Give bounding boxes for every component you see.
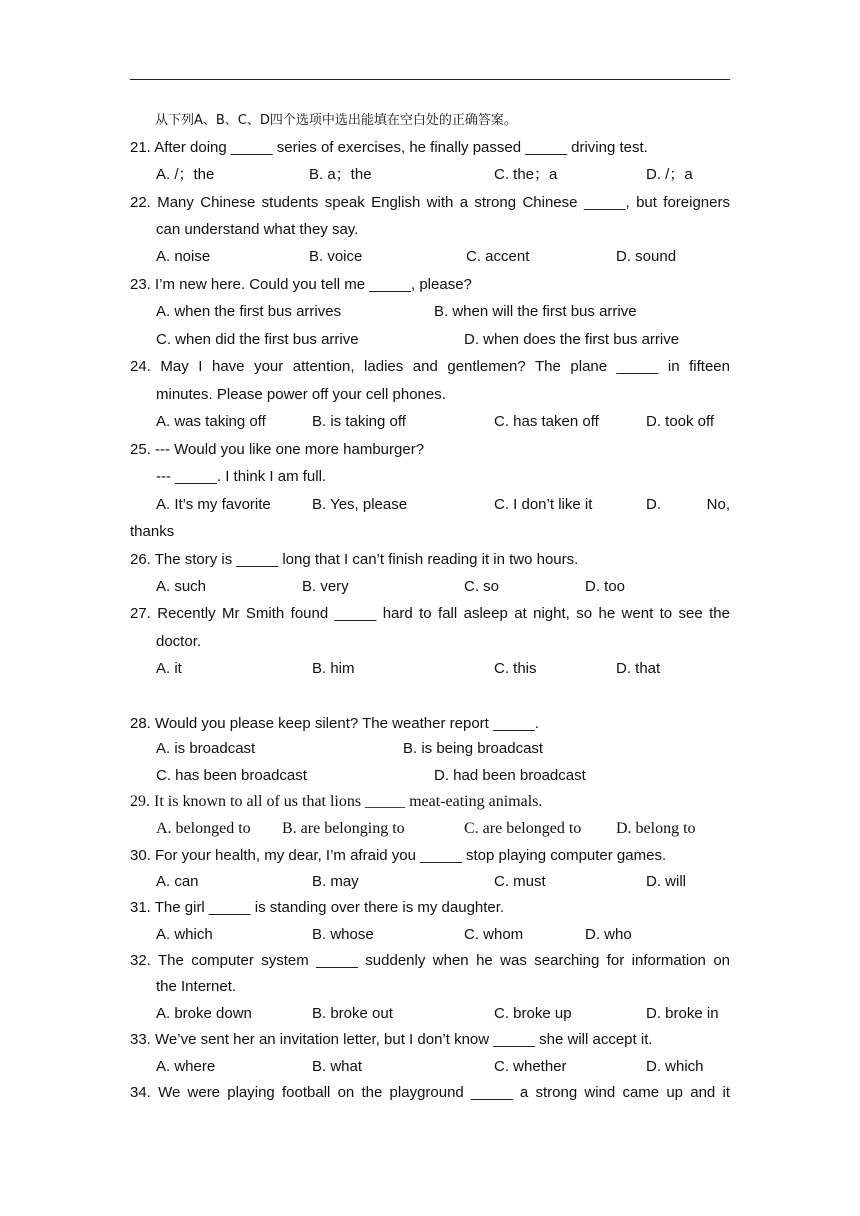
question-28: 28. Would you please keep silent? The weather report _____.: [130, 715, 539, 732]
option-27-a: A. it: [156, 660, 182, 677]
option-21-a: A. /；the: [156, 166, 215, 183]
option-29-a: A. belonged to: [156, 820, 251, 837]
option-28-b: B. is being broadcast: [403, 740, 544, 757]
option-27-b: B. him: [312, 660, 355, 677]
header-rule: [130, 79, 730, 80]
question-30: 30. For your health, my dear, I’m afraid you _____ stop playing computer games.: [130, 847, 667, 864]
instruction: 从下列A、B、C、D四个选项中选出能填在空白处的正确答案。: [155, 113, 517, 128]
option-25-a: A. It’s my favorite: [156, 496, 271, 513]
option-32-d: D. broke in: [646, 1005, 719, 1022]
question-24-line-2: minutes. Please power off your cell phones.: [156, 386, 446, 403]
option-26-b: B. very: [302, 578, 349, 595]
question-32-line-2: the Internet.: [156, 978, 237, 995]
question-24-line-1: 24. May I have your attention, ladies and gentlemen? The plane _____ in fifteen: [130, 358, 730, 375]
option-25-c: C. I don’t like it: [494, 496, 593, 513]
option-31-b: B. whose: [312, 926, 374, 943]
option-32-b: B. broke out: [312, 1005, 393, 1022]
option-25-b: B. Yes, please: [312, 496, 408, 513]
option-26-c: C. so: [464, 578, 500, 595]
option-32-a: A. broke down: [156, 1005, 252, 1022]
option-23-d: D. when does the first bus arrive: [464, 331, 680, 348]
option-22-a: A. noise: [156, 248, 211, 265]
option-24-d: D. took off: [646, 413, 715, 430]
question-31: 31. The girl _____ is standing over there is my daughter.: [130, 899, 505, 916]
question-25-line-2: --- _____. I think I am full.: [156, 468, 327, 485]
option-23-a: A. when the first bus arrives: [156, 303, 342, 320]
option-30-c: C. must: [494, 873, 546, 890]
option-22-b: B. voice: [309, 248, 363, 265]
option-24-b: B. is taking off: [312, 413, 406, 430]
option-21-d: D. /；a: [646, 166, 693, 183]
option-31-a: A. which: [156, 926, 213, 943]
question-33: 33. We’ve sent her an invitation letter, but I don’t know _____ she will accept it.: [130, 1031, 653, 1048]
option-33-c: C. whether: [494, 1058, 567, 1075]
option-25-d: [646, 495, 730, 515]
option-32-c: C. broke up: [494, 1005, 572, 1022]
option-27-c: C. this: [494, 660, 537, 677]
option-33-b: B. what: [312, 1058, 363, 1075]
question-22-line-1: 22. Many Chinese students speak English with a strong Chinese _____, but foreigners: [130, 194, 730, 211]
option-21-c: C. the；a: [494, 166, 558, 183]
question-34: 34. We were playing football on the playground _____ a strong wind came up and it: [130, 1084, 730, 1101]
option-33-a: A. where: [156, 1058, 216, 1075]
option-30-b: B. may: [312, 873, 359, 890]
question-32-line-1: 32. The computer system _____ suddenly when he was searching for information on: [130, 952, 730, 969]
option-28-c: C. has been broadcast: [156, 767, 307, 784]
option-26-d: D. too: [585, 578, 626, 595]
option-25-d-text: D. No,: [646, 496, 730, 513]
option-29-b: B. are belonging to: [282, 820, 405, 837]
question-27-line-1: 27. Recently Mr Smith found _____ hard to fall asleep at night, so he went to see the: [130, 605, 730, 622]
option-25-d-wrap: thanks: [130, 523, 175, 540]
option-28-d: D. had been broadcast: [434, 767, 586, 784]
option-27-d: D. that: [616, 660, 661, 677]
option-23-b: B. when will the first bus arrive: [434, 303, 637, 320]
option-31-d: D. who: [585, 926, 632, 943]
option-29-c: C. are belonged to: [464, 820, 582, 837]
option-22-d: D. sound: [616, 248, 677, 265]
option-23-c: C. when did the first bus arrive: [156, 331, 359, 348]
option-24-c: C. has taken off: [494, 413, 599, 430]
option-26-a: A. such: [156, 578, 207, 595]
question-29: 29. It is known to all of us that lions _____ meat-eating animals.: [130, 793, 543, 810]
option-30-a: A. can: [156, 873, 199, 890]
option-33-d: D. which: [646, 1058, 704, 1075]
question-22-line-2: can understand what they say.: [156, 221, 359, 238]
question-25-line-1: 25. --- Would you like one more hamburger?: [130, 441, 425, 458]
question-26: 26. The story is _____ long that I can’t finish reading it in two hours.: [130, 551, 579, 568]
question-27-line-2: doctor.: [156, 633, 202, 650]
option-29-d: D. belong to: [616, 820, 696, 837]
option-28-a: A. is broadcast: [156, 740, 256, 757]
question-21: 21. After doing _____ series of exercises, he finally passed _____ driving test.: [130, 139, 648, 156]
option-21-b: B. a；the: [309, 166, 372, 183]
option-24-a: A. was taking off: [156, 413, 266, 430]
option-22-c: C. accent: [466, 248, 530, 265]
option-31-c: C. whom: [464, 926, 524, 943]
option-30-d: D. will: [646, 873, 686, 890]
question-23: 23. I’m new here. Could you tell me _____, please?: [130, 276, 472, 293]
